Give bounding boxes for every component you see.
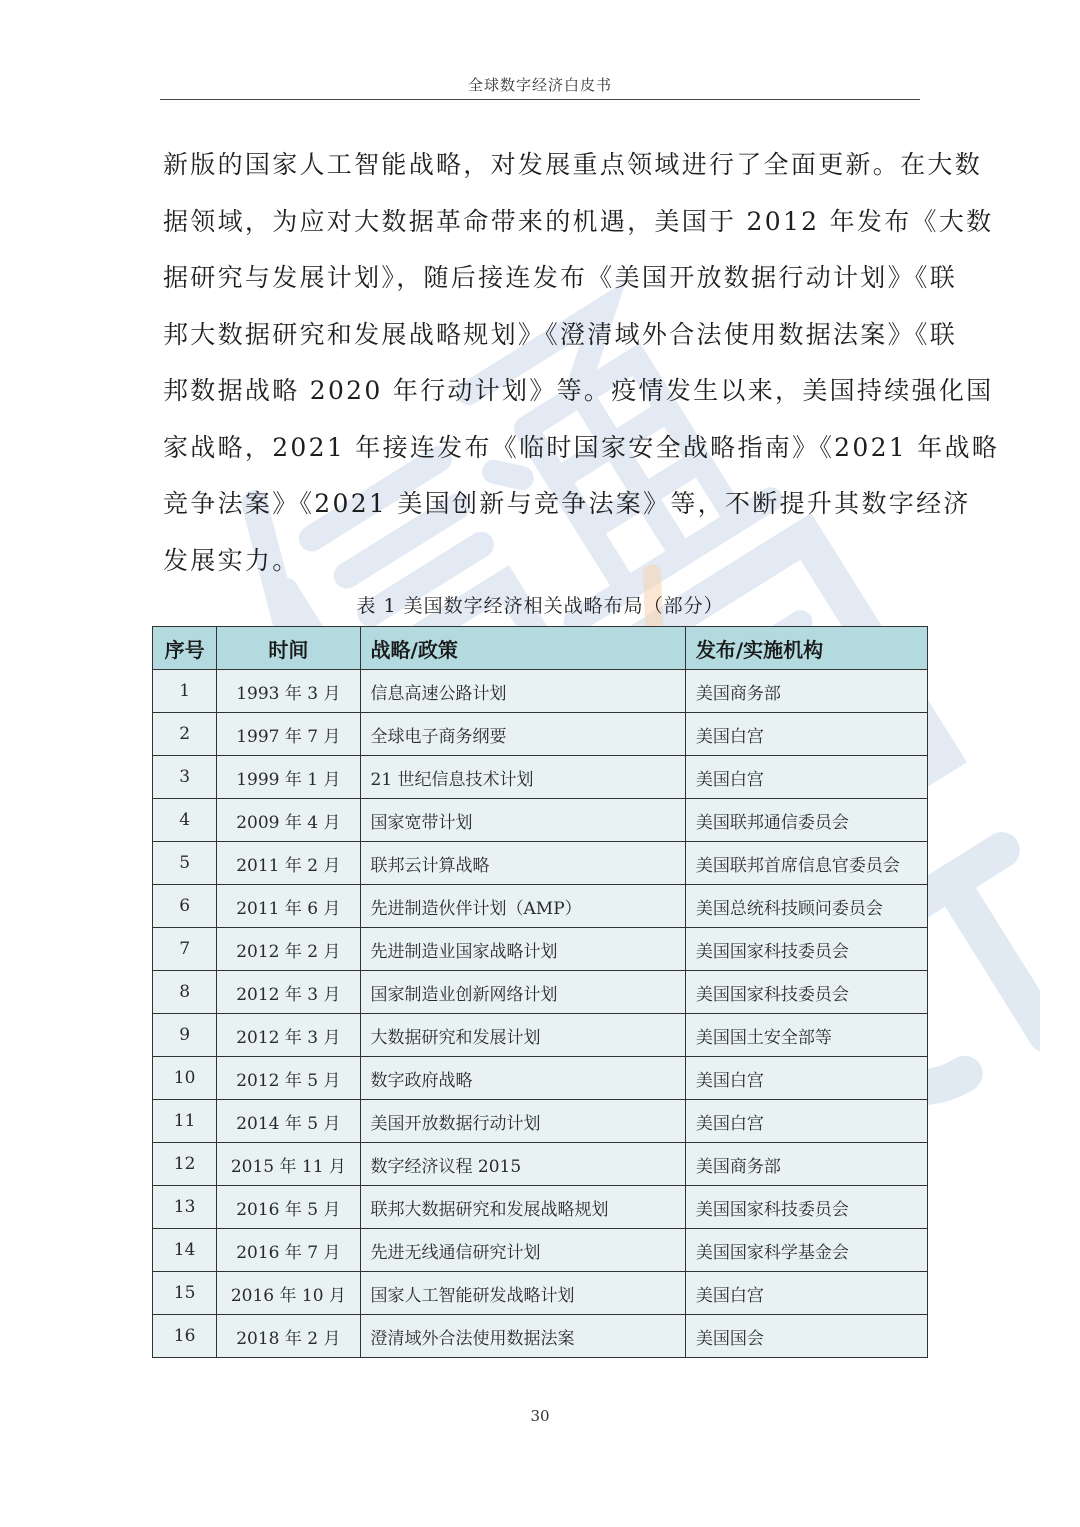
paragraph-line: 据领域，为应对大数据革命带来的机遇，美国于 2012 年发布《大数 xyxy=(163,206,994,236)
cell-no: 13 xyxy=(153,1186,217,1229)
cell-no: 10 xyxy=(153,1057,217,1100)
table-header-row xyxy=(153,627,928,670)
cell-org: 美国国土安全部等 xyxy=(685,1014,927,1057)
cell-time: 1999 年 1 月 xyxy=(217,756,360,799)
table-row xyxy=(153,713,928,756)
cell-org: 美国国家科学基金会 xyxy=(685,1229,927,1272)
cell-policy: 美国开放数据行动计划 xyxy=(360,1100,685,1143)
column-header-org: 发布/实施机构 xyxy=(685,627,927,670)
paragraph-line: 家战略，2021 年接连发布《临时国家安全战略指南》《2021 年战略 xyxy=(163,432,1000,462)
cell-no: 3 xyxy=(153,756,217,799)
cell-time: 2014 年 5 月 xyxy=(217,1100,360,1143)
cell-no: 15 xyxy=(153,1272,217,1315)
paragraph-line: 新版的国家人工智能战略，对发展重点领域进行了全面更新。在大数 xyxy=(163,150,983,179)
cell-policy: 先进制造伙伴计划（AMP） xyxy=(360,885,685,928)
cell-time: 2012 年 5 月 xyxy=(217,1057,360,1100)
table-row xyxy=(153,756,928,799)
cell-no: 6 xyxy=(153,885,217,928)
cell-time: 2012 年 3 月 xyxy=(217,1014,360,1057)
table-row xyxy=(153,1143,928,1186)
cell-time: 2011 年 6 月 xyxy=(217,885,360,928)
cell-policy: 国家人工智能研发战略计划 xyxy=(360,1272,685,1315)
cell-org: 美国商务部 xyxy=(685,1143,927,1186)
cell-policy: 21 世纪信息技术计划 xyxy=(360,756,685,799)
table-row xyxy=(153,670,928,713)
paragraph-line: 据研究与发展计划》，随后接连发布《美国开放数据行动计划》《联 xyxy=(163,263,958,292)
table-row xyxy=(153,1272,928,1315)
cell-time: 2015 年 11 月 xyxy=(217,1143,360,1186)
table-row xyxy=(153,1100,928,1143)
paragraph-line: 邦大数据研究和发展战略规划》《澄清域外合法使用数据法案》《联 xyxy=(163,319,958,349)
cell-time: 2016 年 7 月 xyxy=(217,1229,360,1272)
table-row xyxy=(153,928,928,971)
cell-org: 美国白宫 xyxy=(685,1057,927,1100)
cell-policy: 国家制造业创新网络计划 xyxy=(360,971,685,1014)
cell-time: 1997 年 7 月 xyxy=(217,713,360,756)
cell-org: 美国国家科技委员会 xyxy=(685,928,927,971)
cell-no: 16 xyxy=(153,1315,217,1358)
cell-no: 11 xyxy=(153,1100,217,1143)
cell-policy: 联邦云计算战略 xyxy=(360,842,685,885)
cell-policy: 数字政府战略 xyxy=(360,1057,685,1100)
cell-org: 美国国家科技委员会 xyxy=(685,1186,927,1229)
cell-org: 美国联邦通信委员会 xyxy=(685,799,927,842)
cell-org: 美国联邦首席信息官委员会 xyxy=(685,842,927,885)
table-row xyxy=(153,885,928,928)
cell-policy: 先进制造业国家战略计划 xyxy=(360,928,685,971)
body-paragraph xyxy=(163,137,1000,589)
table-row xyxy=(153,1014,928,1057)
cell-time: 2016 年 5 月 xyxy=(217,1186,360,1229)
cell-policy: 信息高速公路计划 xyxy=(360,670,685,713)
cell-no: 14 xyxy=(153,1229,217,1272)
cell-policy: 先进无线通信研究计划 xyxy=(360,1229,685,1272)
cell-time: 1993 年 3 月 xyxy=(217,670,360,713)
running-header: 全球数字经济白皮书 xyxy=(467,76,612,94)
cell-org: 美国总统科技顾问委员会 xyxy=(685,885,927,928)
cell-no: 5 xyxy=(153,842,217,885)
cell-policy: 大数据研究和发展计划 xyxy=(360,1014,685,1057)
cell-no: 9 xyxy=(153,1014,217,1057)
cell-policy: 澄清域外合法使用数据法案 xyxy=(360,1315,685,1358)
table-row xyxy=(153,799,928,842)
table-row xyxy=(153,1315,928,1358)
paragraph-line: 发展实力。 xyxy=(163,545,300,575)
cell-org: 美国白宫 xyxy=(685,713,927,756)
cell-time: 2016 年 10 月 xyxy=(217,1272,360,1315)
cell-no: 7 xyxy=(153,928,217,971)
cell-no: 1 xyxy=(153,670,217,713)
cell-no: 12 xyxy=(153,1143,217,1186)
cell-org: 美国白宫 xyxy=(685,1100,927,1143)
paragraph-line: 邦数据战略 2020 年行动计划》等。疫情发生以来，美国持续强化国 xyxy=(163,376,994,405)
cell-time: 2009 年 4 月 xyxy=(217,799,360,842)
strategy-table xyxy=(152,626,928,1358)
table-caption: 表 1 美国数字经济相关战略布局（部分） xyxy=(356,595,724,617)
header-divider xyxy=(160,99,920,100)
cell-time: 2018 年 2 月 xyxy=(217,1315,360,1358)
cell-time: 2012 年 3 月 xyxy=(217,971,360,1014)
paragraph-line: 竞争法案》《2021 美国创新与竞争法案》等，不断提升其数字经济 xyxy=(163,489,971,518)
cell-org: 美国国家科技委员会 xyxy=(685,971,927,1014)
cell-org: 美国白宫 xyxy=(685,756,927,799)
cell-org: 美国国会 xyxy=(685,1315,927,1358)
column-header-no: 序号 xyxy=(153,627,217,670)
table-row xyxy=(153,842,928,885)
cell-time: 2011 年 2 月 xyxy=(217,842,360,885)
column-header-time: 时间 xyxy=(217,627,360,670)
table-row xyxy=(153,1229,928,1272)
cell-no: 2 xyxy=(153,713,217,756)
cell-time: 2012 年 2 月 xyxy=(217,928,360,971)
cell-policy: 联邦大数据研究和发展战略规划 xyxy=(360,1186,685,1229)
cell-no: 4 xyxy=(153,799,217,842)
cell-policy: 国家宽带计划 xyxy=(360,799,685,842)
table-row xyxy=(153,1186,928,1229)
table-row xyxy=(153,1057,928,1100)
cell-org: 美国白宫 xyxy=(685,1272,927,1315)
cell-policy: 全球电子商务纲要 xyxy=(360,713,685,756)
cell-policy: 数字经济议程 2015 xyxy=(360,1143,685,1186)
page-number: 30 xyxy=(530,1407,550,1425)
table-row xyxy=(153,971,928,1014)
cell-org: 美国商务部 xyxy=(685,670,927,713)
cell-no: 8 xyxy=(153,971,217,1014)
column-header-policy: 战略/政策 xyxy=(360,627,685,670)
